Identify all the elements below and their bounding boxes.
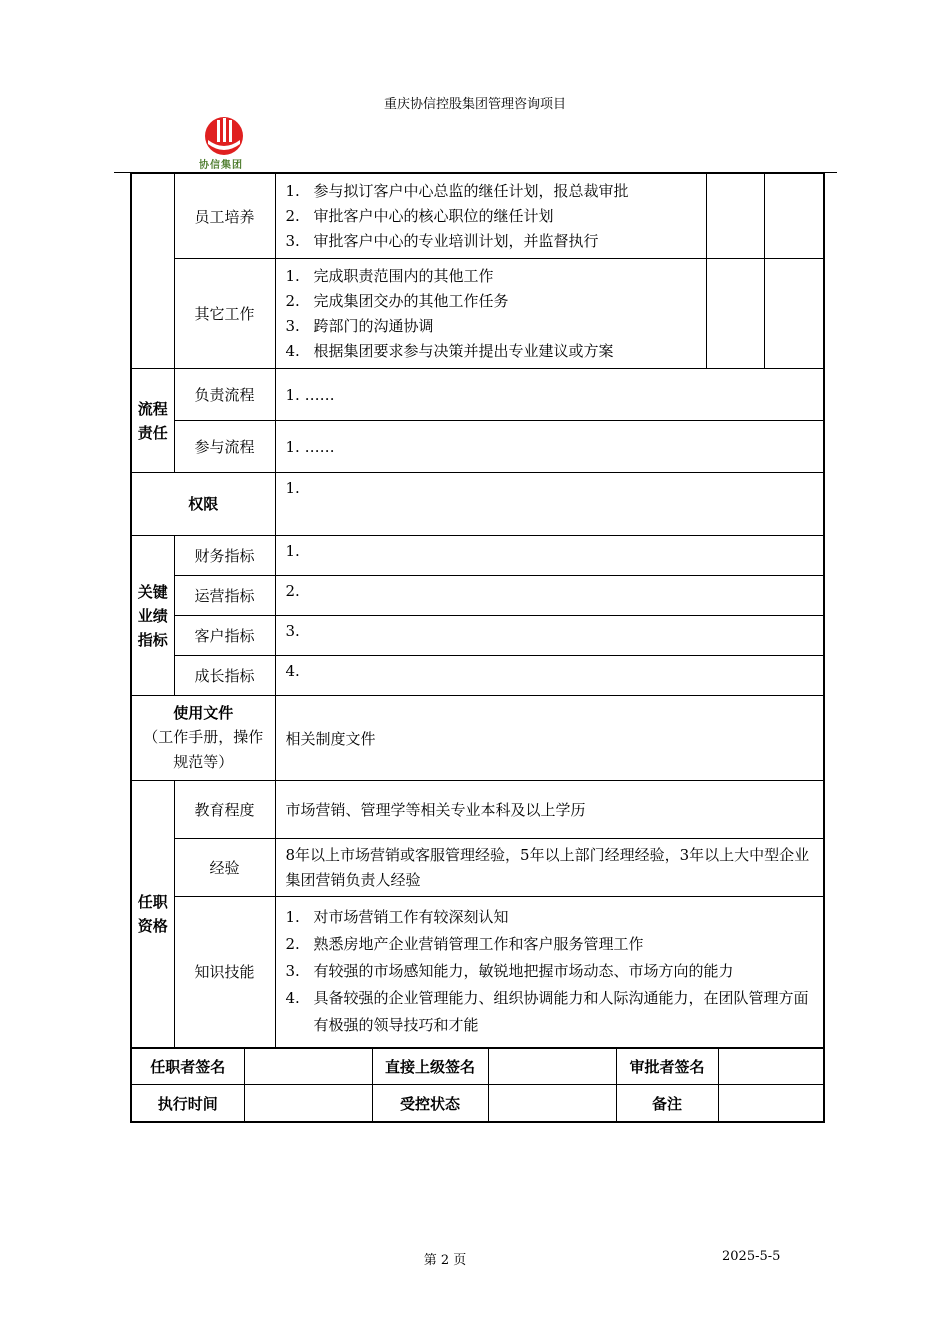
- blank-cell: [706, 174, 764, 259]
- process-row: [131, 369, 824, 421]
- list-item: 3. 有较强的市场感知能力，敏锐地把握市场动态、市场方向的能力: [285, 962, 734, 981]
- duty-label: 员工培养: [174, 174, 275, 259]
- kpi-value: 2.: [275, 576, 824, 616]
- skills-label: 知识技能: [174, 897, 275, 1048]
- list-item: 4. 具备较强的企业管理能力、组织协调能力和人际沟通能力，在团队管理方面有极强的领导技巧和才能: [285, 989, 809, 1035]
- process-label: 参与流程: [174, 421, 275, 473]
- process-label: 负责流程: [174, 369, 275, 421]
- logo-text: 协信集团: [199, 160, 243, 171]
- education-value: 市场营销、管理学等相关专业本科及以上学历: [275, 781, 824, 839]
- kpi-label: 成长指标: [174, 656, 275, 696]
- execution-time-field[interactable]: [244, 1085, 372, 1123]
- duty-items: [275, 174, 706, 259]
- authority-label: 权限: [131, 473, 275, 536]
- blank-cell: [706, 259, 764, 369]
- page-number: 第 2 页: [423, 1253, 467, 1268]
- experience-value: 8年以上市场营销或客服管理经验，5年以上部门经理经验，3年以上大中型企业集团营销负责人经验: [275, 839, 824, 897]
- signature-row: [131, 1048, 824, 1085]
- signature-row: [131, 1085, 824, 1123]
- process-category: 流程责任: [131, 369, 174, 473]
- documents-label: 使用文件: [173, 704, 234, 722]
- signature-field[interactable]: [244, 1048, 372, 1085]
- list-item: 1. 完成职责范围内的其他工作: [285, 266, 494, 285]
- skills-items: [275, 897, 824, 1048]
- control-status-field[interactable]: [488, 1085, 616, 1123]
- list-item: 3. 跨部门的沟通协调: [285, 316, 434, 335]
- list-item: 4. 根据集团要求参与决策并提出专业建议或方案: [285, 341, 614, 360]
- list-item: 2. 审批客户中心的核心职位的继任计划: [285, 206, 554, 225]
- signature-field[interactable]: [488, 1048, 616, 1085]
- job-description-table: [130, 173, 825, 1049]
- footer-date: 2025-5-5: [722, 1249, 781, 1264]
- list-item: 3. 审批客户中心的专业培训计划，并监督执行: [285, 231, 599, 250]
- kpi-category: 关键业绩指标: [131, 536, 174, 696]
- kpi-row: [131, 616, 824, 656]
- kpi-value: 3.: [275, 616, 824, 656]
- qualification-category: 任职资格: [131, 781, 174, 1048]
- qualification-row: [131, 897, 824, 1048]
- process-value: 1. ……: [275, 421, 824, 473]
- process-value: 1. ……: [275, 369, 824, 421]
- kpi-row: [131, 656, 824, 696]
- remarks-label: 备注: [616, 1085, 718, 1123]
- duty-items: [275, 259, 706, 369]
- signature-field[interactable]: [718, 1048, 824, 1085]
- blank-cell: [764, 259, 824, 369]
- kpi-label: 运营指标: [174, 576, 275, 616]
- documents-label-cell: [131, 696, 275, 781]
- duty-category-cell: [131, 174, 174, 369]
- list-item: 2. 熟悉房地产企业营销管理工作和客户服务管理工作: [285, 935, 644, 954]
- execution-time-label: 执行时间: [131, 1085, 244, 1123]
- qualification-row: [131, 839, 824, 897]
- blank-cell: [764, 174, 824, 259]
- process-row: [131, 421, 824, 473]
- duty-row-other-work: [131, 259, 824, 369]
- documents-row: [131, 696, 824, 781]
- control-status-label: 受控状态: [372, 1085, 488, 1123]
- kpi-label: 客户指标: [174, 616, 275, 656]
- authority-value: 1.: [275, 473, 824, 536]
- duty-label: 其它工作: [174, 259, 275, 369]
- kpi-row: [131, 576, 824, 616]
- documents-sublabel: （工作手册，操作规范等）: [143, 728, 264, 771]
- signature-label-approver: 审批者签名: [616, 1048, 718, 1085]
- experience-label: 经验: [174, 839, 275, 897]
- kpi-value: 4.: [275, 656, 824, 696]
- signature-table: [130, 1047, 825, 1123]
- list-item: 2. 完成集团交办的其他工作任务: [285, 291, 509, 310]
- list-item: 1. 参与拟订客户中心总监的继任计划，报总裁审批: [285, 181, 629, 200]
- signature-label-supervisor: 直接上级签名: [372, 1048, 488, 1085]
- list-item: 1. 对市场营销工作有较深刻认知: [285, 908, 509, 927]
- signature-label-incumbent: 任职者签名: [131, 1048, 244, 1085]
- kpi-row: [131, 536, 824, 576]
- authority-row: [131, 473, 824, 536]
- header-title: 重庆协信控股集团管理咨询项目: [383, 97, 566, 112]
- documents-value: 相关制度文件: [275, 696, 824, 781]
- remarks-field[interactable]: [718, 1085, 824, 1123]
- kpi-value: 1.: [275, 536, 824, 576]
- education-label: 教育程度: [174, 781, 275, 839]
- kpi-label: 财务指标: [174, 536, 275, 576]
- duty-row-staff-development: [131, 174, 824, 259]
- qualification-row: [131, 781, 824, 839]
